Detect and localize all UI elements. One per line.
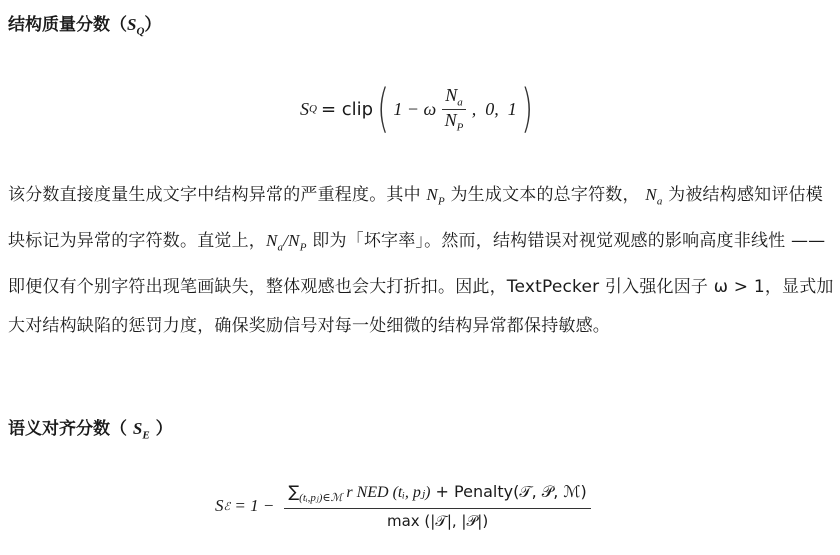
math-n: N	[426, 185, 438, 204]
num-sub: a	[457, 96, 463, 109]
formula-fraction	[442, 85, 466, 133]
heading-symbol: S	[127, 15, 137, 34]
heading-close: ）	[144, 15, 162, 35]
formula-fraction	[284, 482, 590, 530]
formula-lhs-sub: ℰ	[223, 500, 231, 513]
heading-symbol: S	[132, 419, 143, 438]
math-n: N	[645, 185, 657, 204]
sum-subscript: (tᵢ,pⱼ)∈ℳ	[299, 492, 343, 505]
structure-score-paragraph	[8, 175, 838, 346]
section-heading-semantic-score	[8, 414, 173, 441]
right-paren: )	[520, 79, 534, 139]
den-symbol: N	[444, 109, 457, 130]
formula-lhs-sub: Q	[309, 103, 317, 115]
heading-text: 语义对齐分数（	[8, 419, 133, 439]
num-symbol: N	[445, 84, 458, 105]
math-n: N	[266, 231, 278, 251]
fraction-numerator	[284, 482, 590, 509]
para-text: 为生成文本的总字符数，	[444, 185, 646, 205]
ned-term: r NED (tᵢ, pⱼ)	[342, 484, 431, 501]
sum-symbol: ∑	[288, 482, 300, 501]
fraction-denominator	[445, 110, 464, 134]
math-sub: a	[277, 241, 284, 254]
heading-close: ）	[149, 419, 173, 439]
math-sub: P	[299, 241, 307, 254]
formula-lhs: S	[300, 98, 309, 119]
section-heading-structure-score	[8, 10, 161, 37]
formula-args: , 0, 1	[471, 98, 517, 119]
formula-one-minus: 1 − ω	[393, 98, 437, 119]
formula-eq: = 1 −	[230, 496, 275, 516]
math-sub: a	[656, 195, 663, 208]
den-sub: P	[456, 121, 464, 134]
structure-score-formula	[300, 78, 537, 140]
formula-eq: = clip	[320, 98, 374, 120]
para-text: 为被结构感知评估模块标记为异常的字符数。直觉上，	[8, 185, 823, 252]
semantic-score-formula	[215, 482, 597, 530]
para-text: 即为「坏字率」。然而，结构错误对视觉观感的影响高度非线性 —— 即便仅有个别字符出现笔画缺失，整体观感也会大打折扣。因此，TextPecker 引入强化因子 ω > 1，显式加大对结构缺陷的惩罚力度，确保奖励信号对每一处细微的结构异常都保持敏感。	[8, 231, 834, 336]
fraction-numerator	[442, 85, 466, 110]
fraction-denominator: max (|𝒯|, |𝒫|)	[386, 512, 489, 531]
left-paren: (	[377, 79, 390, 139]
para-text: 该分数直接度量生成文字中结构异常的严重程度。其中	[8, 185, 427, 205]
heading-subscript: E	[142, 429, 150, 442]
math-sub: P	[437, 195, 445, 208]
formula-lhs: S	[215, 496, 224, 516]
heading-text: 结构质量分数（	[8, 15, 127, 35]
math-n: /N	[283, 231, 300, 251]
penalty-term: + Penalty(𝒯, 𝒫, ℳ)	[430, 482, 587, 501]
heading-subscript: Q	[136, 25, 145, 38]
